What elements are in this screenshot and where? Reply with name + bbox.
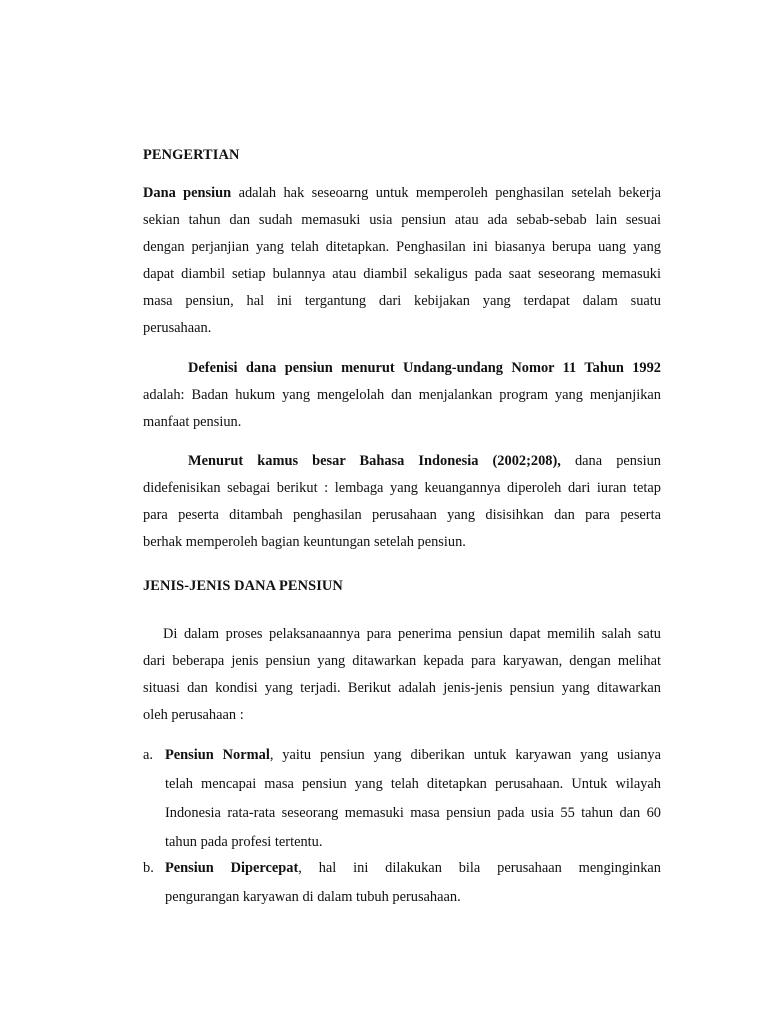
bold-term: Pensiun Dipercepat (165, 860, 299, 876)
bold-phrase: Menurut kamus besar Bahasa Indonesia (2002;208), (188, 453, 561, 469)
text-line: situasi dan kondisi yang terjadi. Berikut adalah jenis-jenis pensiun yang ditawarkan (143, 680, 661, 696)
text-span: dana pensiun (574, 453, 661, 469)
text-line: tahun pada profesi tertentu. (165, 834, 323, 850)
pension-types-list (143, 741, 661, 912)
section-heading-pengertian: PENGERTIAN (143, 147, 240, 163)
text-line: pengurangan karyawan di dalam tubuh perusahaan. (165, 889, 461, 905)
text-line: dengan perjanjian yang telah ditetapkan. Penghasilan ini biasanya berupa uang yang (143, 239, 661, 255)
list-item (143, 741, 661, 857)
text-line (143, 448, 661, 475)
paragraph-definition (143, 180, 661, 342)
text-line (143, 355, 661, 382)
section-heading-jenis: JENIS-JENIS DANA PENSIUN (143, 578, 343, 594)
list-marker: a. (143, 747, 153, 763)
text-line: dari beberapa jenis pensiun yang ditawarkan kepada para karyawan, dengan melihat (143, 653, 661, 669)
text-line: telah mencapai masa pensiun yang telah ditetapkan perusahaan. Untuk wilayah (165, 776, 661, 792)
text-line: sekian tahun dan sudah memasuki usia pensiun atau ada sebab-sebab lain sesuai (143, 212, 661, 228)
text-line: para peserta ditambah penghasilan perusahaan yang disisihkan dan para peserta (143, 507, 661, 523)
text-line (165, 741, 661, 770)
text-line: didefenisikan sebagai berikut : lembaga yang keuangannya diperoleh dari iuran tetap (143, 480, 661, 496)
text-line: berhak memperoleh bagian keuntungan setelah pensiun. (143, 534, 466, 550)
paragraph-law-definition (143, 355, 661, 436)
bold-phrase: Defenisi dana pensiun menurut Undang-undang Nomor 11 Tahun 1992 (188, 360, 661, 376)
text-line: dapat diambil setiap bulannya atau diambil sekaligus pada saat seseorang memasuki (143, 266, 661, 282)
text-line: oleh perusahaan : (143, 707, 244, 723)
paragraph-kbbi-definition (143, 448, 661, 556)
text-line: adalah: Badan hukum yang mengelolah dan menjalankan program yang menjanjikan (143, 387, 661, 403)
text-span: , hal ini dilakukan bila perusahaan menginginkan (298, 860, 661, 876)
text-span: adalah hak seseoarng untuk memperoleh penghasilan setelah bekerja (238, 185, 661, 201)
text-line: Indonesia rata-rata seseorang memasuki masa pensiun pada usia 55 tahun dan 60 (165, 805, 661, 821)
bold-term: Dana pensiun (143, 185, 232, 201)
text-line (165, 854, 661, 883)
text-line: perusahaan. (143, 320, 212, 336)
list-marker: b. (143, 860, 154, 876)
list-item (143, 854, 661, 912)
text-line: manfaat pensiun. (143, 414, 242, 430)
text-span: , yaitu pensiun yang diberikan untuk karyawan yang usianya (269, 747, 661, 763)
text-line (143, 180, 661, 207)
text-line: Di dalam proses pelaksanaannya para penerima pensiun dapat memilih salah satu (163, 626, 661, 642)
text-line: masa pensiun, hal ini tergantung dari kebijakan yang terdapat dalam suatu (143, 293, 661, 309)
paragraph-types-intro (143, 621, 661, 729)
bold-term: Pensiun Normal (165, 747, 270, 763)
